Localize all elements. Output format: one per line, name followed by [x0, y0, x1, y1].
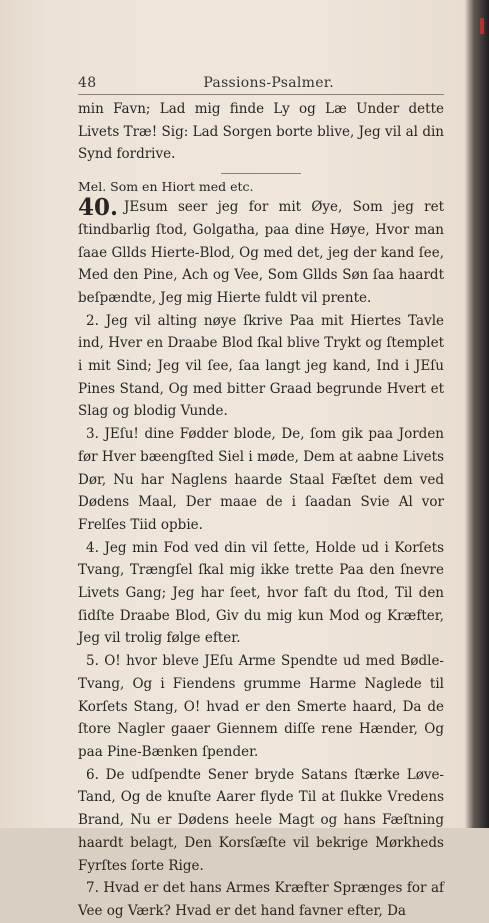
running-title: Passions-Psalmer. [203, 75, 334, 91]
continuation-text: min Favn; Lad mig finde Ly og Læ Under dette Livets Træ! Sig: Lad Sorgen borte blive, Jeg vil al din Synd fordrive. [78, 101, 444, 163]
page-body [78, 98, 444, 923]
melody-line: Mel. Som en Hiort med etc. [78, 179, 254, 195]
page-edge [479, 0, 489, 828]
hymn-verse-4: 4. Jeg min Fod ved din vil ſette, Holde ud i Korſets Tvang, Trængſel ſkal mig ikke trette Paa den ſnevre Livets Gang; Jeg har ſeet, hvor faſt du ſtod, Til den ſidſte Draabe Blod, Giv du mig kun Mod og Kræfter, Jeg vil trolig følge efter. [78, 539, 444, 647]
hymn-number: 40. [78, 194, 119, 222]
hymn-verse-5: 5. O! hvor bleve JEſu Arme Spendte ud med Bødle-Tvang, Og i Fiendens grumme Harme Naglede til Korſets Stang, O! hvad er den Smerte haard, Da de ſtore Nagler gaaer Giennem diſſe rene Hænder, Og paa Pine-Bænken ſpender. [78, 653, 444, 760]
hymn-verse-3: 3. JEſu! dine Fødder blode, De, ſom gik paa Jorden før Hver bæengſted Siel i møde, Dem at aabne Livets Dør, Nu har Naglens haarde Staal Fæſtet dem ved Dødens Maal, Der maae de i ſaadan Svie Al vor Frelſes Tiid opbie. [78, 426, 444, 533]
edge-mark [480, 18, 484, 34]
page-number: 48 [78, 75, 97, 91]
hymn-verse-7: 7. Hvad er det hans Armes Kræfter Sprænges for af Vee og Værk? Hvad er det hand favner efter, Da [78, 880, 444, 919]
header-rule [78, 94, 444, 95]
hymn-verse-1 [78, 196, 444, 310]
hymn-verse-6: 6. De udſpendte Sener bryde Satans ſtærke Løve-Tand, Og de knuſte Aarer flyde Til at ſlukke Vredens Brand, Nu er Dødens heele Magt og hans Fæſtning haardt belagt, Den Korsſæſte vil bekrige Mørkheds Fyrſtes ſorte Rige. [78, 766, 444, 874]
hymn-verse-2: 2. Jeg vil alting nøye ſkrive Paa mit Hiertes Tavle ind, Hver en Draabe Blod ſkal blive Trykt og ſtemplet i mit Sind; Jeg vil ſee, ſaa langt jeg kand, Ind i JEſu Pines Stand, Og med bitter Graad begrunde Hvert et Slag og blodig Vunde. [78, 312, 444, 420]
verse-text: JEsum seer jeg for mit Øye, Som jeg ret ſtindbarlig ſtod, Golgatha, paa dine Høye, Hvor man ſaae Gllds Hierte-Blod, Og med det, jeg der kand ſee, Med den Pine, Ach og Vee, Som Gllds Søn ſaa haardt beſpændte, Jeg mig Hierte fuldt vil prente. [78, 199, 444, 306]
page-header [78, 69, 444, 91]
section-divider [221, 173, 301, 174]
